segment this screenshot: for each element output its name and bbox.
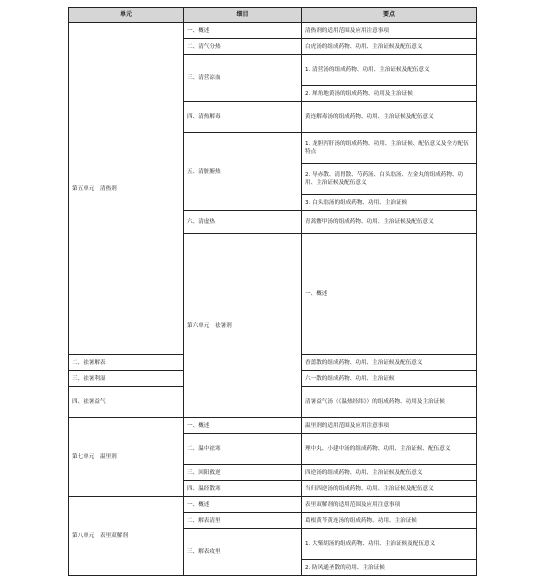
point-text: 清暑益气汤（《温热经纬》）的组成药物、功用及主治证候 [302, 387, 477, 418]
point-text: 理中丸、小建中汤的组成药物、功用、主治证候、配伍意义 [302, 434, 477, 465]
header-points: 要点 [302, 8, 477, 23]
table-row [69, 23, 477, 39]
detail-label: 三、解表攻里 [184, 529, 302, 576]
syllabus-table [68, 7, 477, 576]
table-header-row [69, 8, 477, 23]
point-text: 表里双解剂的适用范围及应用注意事项 [302, 497, 477, 513]
detail-label: 一、概述 [184, 23, 302, 39]
point-text: 温里剂的适用范围及应用注意事项 [302, 418, 477, 434]
unit-name: 第五单元 清热剂 [69, 23, 184, 355]
detail-label: 三、清营凉血 [184, 55, 302, 102]
detail-label: 四、祛暑益气 [69, 387, 184, 418]
detail-label: 六、清虚热 [184, 211, 302, 234]
point-text: 白虎汤的组成药物、功用、主治证候及配伍意义 [302, 39, 477, 55]
detail-label: 二、解表清里 [184, 513, 302, 529]
point-text: 葛根黄芩黄连汤的组成药物、功用、主治证候 [302, 513, 477, 529]
point-text: 2. 导赤散、清胃散、芍药汤、白头翁汤、左金丸的组成药物、功用、主治证候及配伍意义 [302, 164, 477, 195]
unit-name: 第八单元 表里双解剂 [69, 497, 184, 576]
point-text: 3. 白头翁汤的组成药物、功用、主治证候 [302, 195, 477, 211]
detail-label: 四、清热解毒 [184, 102, 302, 133]
point-text: 黄连解毒汤的组成药物、功用、主治证候及配伍意义 [302, 102, 477, 133]
unit-name: 第六单元 祛暑剂 [184, 234, 302, 418]
detail-label: 二、温中祛寒 [184, 434, 302, 465]
detail-label: 一、概述 [302, 234, 477, 355]
point-text: 四逆汤的组成药物、功用、主治证候及配伍意义 [302, 465, 477, 481]
detail-label: 一、概述 [184, 418, 302, 434]
point-text: 六一散的组成药物、功用、主治证候 [302, 371, 477, 387]
header-unit: 单元 [69, 8, 184, 23]
point-text: 1. 清营汤的组成药物、功用、主治证候及配伍意义 [302, 55, 477, 86]
detail-label: 三、回阳救逆 [184, 465, 302, 481]
detail-label: 三、祛暑利湿 [69, 371, 184, 387]
detail-label: 一、概述 [184, 497, 302, 513]
table-row [69, 418, 477, 434]
point-text: 青蒿鳖甲汤的组成药物、功用、主治证候及配伍意义 [302, 211, 477, 234]
detail-label: 二、祛暑解表 [69, 355, 184, 371]
point-text: 香薷散的组成药物、功用、主治证候及配伍意义 [302, 355, 477, 371]
header-detail: 细目 [184, 8, 302, 23]
unit-name: 第七单元 温里剂 [69, 418, 184, 497]
point-text: 2. 犀角地黄汤的组成药物、功用及主治证候 [302, 86, 477, 102]
point-text: 1. 大柴胡汤的组成药物、功用、主治证候及配伍意义 [302, 529, 477, 560]
point-text: 2. 防风通圣散的功用、主治证候 [302, 560, 477, 576]
detail-label: 四、温经散寒 [184, 481, 302, 497]
point-text: 清热剂的适用范围及应用注意事项 [302, 23, 477, 39]
point-text: 当归四逆汤的组成药物、功用、主治证候及配伍意义 [302, 481, 477, 497]
table-row [69, 497, 477, 513]
detail-label: 五、清脏腑热 [184, 133, 302, 211]
detail-label: 二、清气分热 [184, 39, 302, 55]
point-text: 1. 龙胆泻肝汤的组成药物、功用、主治证候、配伍意义及全方配伍特点 [302, 133, 477, 164]
